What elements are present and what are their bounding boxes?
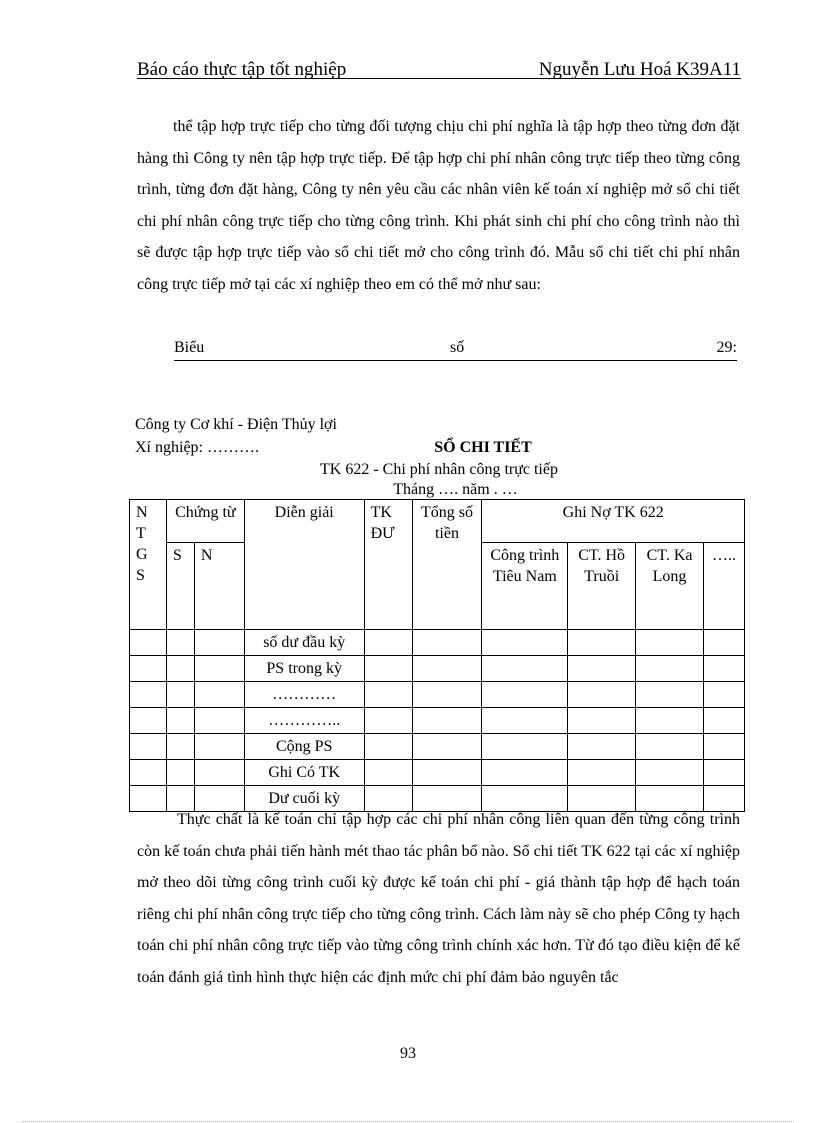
page-header bbox=[137, 58, 741, 82]
exhibit-number: 29: bbox=[716, 339, 737, 356]
header-chung-tu: Chứng từ bbox=[166, 500, 244, 543]
header-ct-ka-long: CT. Ka Long bbox=[636, 543, 704, 630]
page-number: 93 bbox=[400, 1045, 416, 1062]
header-rule bbox=[137, 78, 741, 79]
header-ct-ho-truoi: CT. Hồ Truồi bbox=[568, 543, 636, 630]
xi-nghiep-label: Xí nghiệp: ………. bbox=[135, 439, 259, 456]
exhibit-label bbox=[174, 336, 737, 361]
header-more: ….. bbox=[703, 543, 744, 630]
row-label: Dư cuối kỳ bbox=[244, 786, 364, 812]
header-tk-du: TK ĐƯ bbox=[364, 500, 412, 630]
header-author: Nguyễn Lưu Hoá K39A11 bbox=[538, 59, 741, 80]
header-n: N bbox=[194, 543, 244, 630]
row-label: Ghi Có TK bbox=[244, 760, 364, 786]
exhibit-word-so: số bbox=[450, 339, 465, 356]
header-ct-tieu-nam: Công trình Tiêu Nam bbox=[482, 543, 568, 630]
header-ntgs: N T G S bbox=[130, 500, 167, 630]
ledger-period: Tháng …. năm . … bbox=[393, 481, 518, 498]
header-ghi-no: Ghi Nợ TK 622 bbox=[482, 500, 745, 543]
header-report-title: Báo cáo thực tập tốt nghiệp bbox=[137, 59, 347, 80]
header-tong-so-tien: Tổng số tiền bbox=[412, 500, 482, 630]
table-row bbox=[130, 760, 745, 786]
table-row bbox=[130, 656, 745, 682]
table-row bbox=[130, 682, 745, 708]
row-label: ………….. bbox=[244, 708, 364, 734]
exhibit-word-bieu: Biểu bbox=[174, 339, 205, 356]
page-bottom-divider bbox=[22, 1121, 794, 1122]
ledger-subtitle: TK 622 - Chi phí nhân công trực tiếp bbox=[320, 461, 558, 478]
row-label: số dư đầu kỳ bbox=[244, 630, 364, 656]
ledger-title: SỔ CHI TIẾT bbox=[434, 439, 532, 456]
table-row bbox=[130, 708, 745, 734]
paragraph-intro: thể tập hợp trực tiếp cho từng đối tượng chịu chi phí nghĩa là tập hợp theo từng đơn đặt hàng thì Công ty nên tập hợp trực tiếp. Để tập hợp chi phí nhân công trực tiếp theo từng công trình, từng đơn đặt hàng, Công ty nên yêu cầu các nhân viên kế toán xí nghiệp mở sổ chi tiết chi phí nhân công trực tiếp cho từng công trình. Khi phát sinh chi phí cho công trình nào thì sẽ được tập hợp trực tiếp vào sổ chi tiết mở cho công trình đó. Mẫu sổ chi tiết chi phí nhân công trực tiếp mở tại các xí nghiệp theo em có thể mở như sau: bbox=[137, 118, 740, 293]
row-label: Cộng PS bbox=[244, 734, 364, 760]
header-s: S bbox=[166, 543, 194, 630]
paragraph-conclusion: Thực chất là kế toán chỉ tập hợp các chi phí nhân công liên quan đến từng công trình còn kế toán chưa phải tiến hành mét thao tác phân bổ nào. Sổ chi tiết TK 622 tại các xí nghiệp mở theo dõi từng công trình cuối kỳ được kế toán chi phí - giá thành tập hợp để hạch toán riêng chi phí nhân công trực tiếp cho từng công trình. Cách làm này sẽ cho phép Công ty hạch toán chi phí nhân công trực tiếp vào từng công trình chính xác hơn. Từ đó tạo điều kiện để kế toán đánh giá tình hình thực hiện các định mức chi phí đảm bảo nguyên tắc bbox=[137, 811, 740, 986]
table-row bbox=[130, 630, 745, 656]
table-row bbox=[130, 734, 745, 760]
row-label: PS trong kỳ bbox=[244, 656, 364, 682]
ledger-table bbox=[129, 499, 745, 812]
header-dien-giai: Diễn giải bbox=[244, 500, 364, 630]
company-name: Công ty Cơ khí - Điện Thủy lợi bbox=[135, 416, 337, 433]
row-label: ………… bbox=[244, 682, 364, 708]
